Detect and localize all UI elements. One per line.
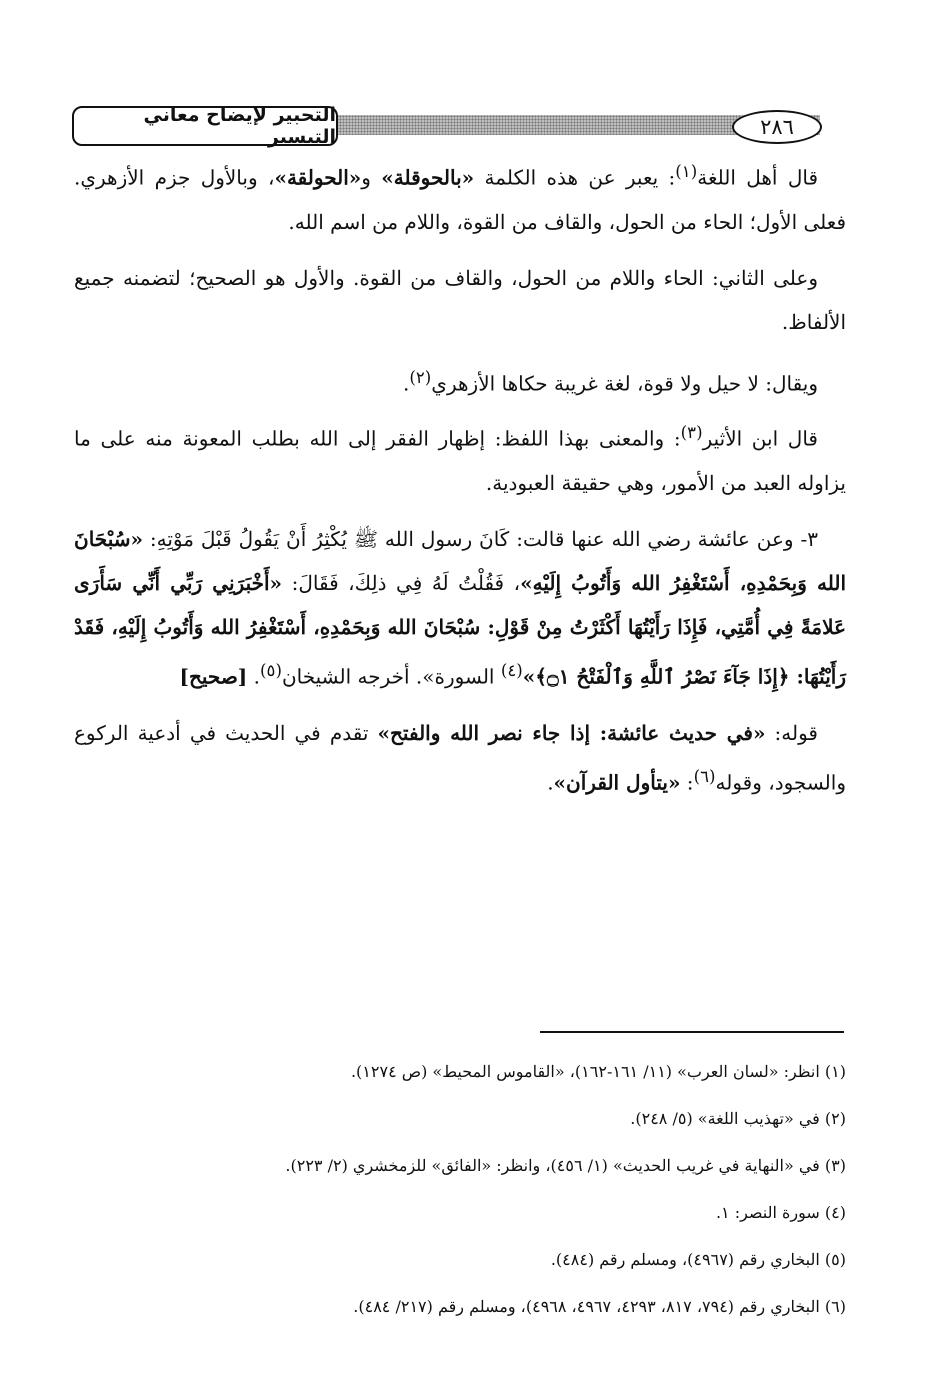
grading-label: [صحيح] — [179, 664, 248, 689]
footnote-ref: (٣) — [680, 423, 703, 443]
footnote-ref: (٦) — [693, 766, 716, 786]
footnote-4: (٤) سورة النصر: ١. — [715, 1203, 846, 1222]
footnote-ref: (٤) — [500, 660, 523, 680]
footnote-ref: (٢) — [409, 367, 432, 387]
footnotes — [74, 1062, 846, 1344]
footnote-6: (٦) البخاري رقم (٧٩٤، ٨١٧، ٤٢٩٣، ٤٩٦٧، ٤٩٦٨)، ومسلم رقم (٢١٧/ ٤٨٤). — [353, 1297, 846, 1316]
footnote-2: (٢) في «تهذيب اللغة» (٥/ ٢٤٨). — [630, 1109, 846, 1128]
paragraph-hadith: ٣- وعن عائشة رضي الله عنها قالت: كَانَ رسول الله ﷺ يُكْثِرُ أَنْ يَقُولُ قَبْلَ مَوْتِهِ: «سُبْحَانَ الله وَبِحَمْدِهِ، أَسْتَغْفِرُ الله وَأَتُوبُ إِلَيْهِ»، فَقُلْتُ لَهُ فِي ذلِكَ، فَقَالَ: «أَخْبَرَنِي رَبِّي أَنِّي سَأَرَى عَلامَةً فِي أُمَّتِي، فَإِذَا رَأَيْتُهَا أَكْثَرْتُ مِنْ قَوْلِ: سُبْحَانَ الله وَبِحَمْدِهِ، أَسْتَغْفِرُ الله وَأَتُوبُ إِلَيْهِ، فَقَدْ رَأَيْتُهَا: ﴿إِذَا جَآءَ نَصْرُ ٱللَّهِ وَٱلْفَتْحُ ۝١﴾»$^{(٤)}$ السورة». أخرجه الشيخان$^{(٥)}$. [صحيح] — [74, 526, 847, 689]
paragraph-commentary: قوله: «في حديث عائشة: إذا جاء نصر الله والفتح» تقدم في الحديث في أدعية الركوع والسجود، وقوله$^{(٦)}$: «يتأول القرآن». — [74, 720, 846, 795]
footnote-divider — [540, 1031, 844, 1033]
paragraph-lugha: قال أهل اللغة$^{(١)}$: يعبر عن هذه الكلمة «بالحوقلة» و«الحولقة»، وبالأول جزم الأزهري. فعلى الأول؛ الحاء من الحول، والقاف من القوة، واللام من اسم الله. — [74, 162, 846, 234]
footnote-5: (٥) البخاري رقم (٤٩٦٧)، ومسلم رقم (٤٨٤). — [550, 1250, 846, 1269]
footnote-3: (٣) في «النهاية في غريب الحديث» (١/ ٤٥٦)، وانظر: «الفائق» للزمخشري (٢/ ٢٢٣). — [285, 1156, 846, 1175]
paragraph-second: وعلى الثاني: الحاء واللام من الحول، والقاف من القوة. والأول هو الصحيح؛ لتضمنه جميع الألفاظ. — [74, 265, 846, 334]
page-number: ٢٨٦ — [732, 110, 822, 144]
footnote-1: (١) انظر: «لسان العرب» (١١/ ١٦١-١٦٢)، «القاموس المحيط» (ص ١٢٧٤). — [350, 1062, 846, 1081]
footnote-ref: (١) — [675, 162, 698, 181]
footnote-ref: (٥) — [259, 660, 282, 680]
paragraph-yuqal: ويقال: لا حيل ولا قوة، لغة غريبة حكاها الأزهري$^{(٢)}$. — [402, 367, 818, 396]
main-text — [74, 150, 846, 816]
paragraph-ibn-athir: قال ابن الأثير$^{(٣)}$: والمعنى بهذا اللفظ: إظهار الفقر إلى الله بطلب المعونة منه على ما يزاوله العبد من الأمور، وهي حقيقة العبودية. — [74, 423, 846, 495]
running-header — [72, 102, 844, 148]
book-title: التحبير لإيضاح معاني التيسير — [72, 106, 338, 146]
